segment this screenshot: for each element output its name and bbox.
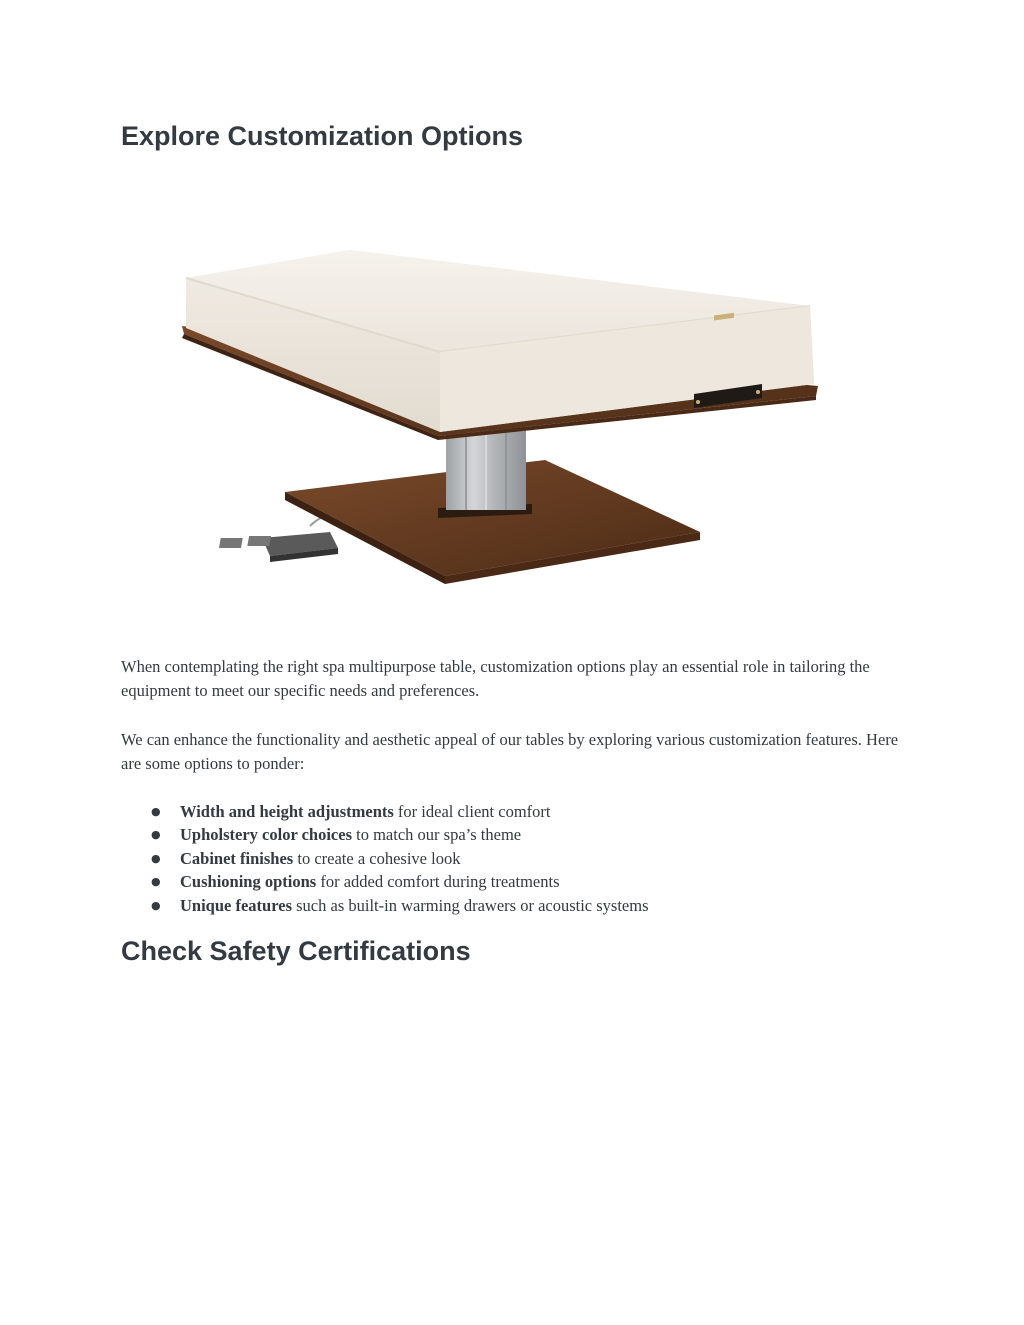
list-item-bold: Cushioning options <box>180 872 317 892</box>
list-item <box>121 847 901 870</box>
list-item <box>121 823 901 846</box>
list-item-text: to create a cohesive look <box>293 848 461 868</box>
bullet-icon: ● <box>151 875 161 889</box>
section-heading-safety: Check Safety Certifications <box>121 936 471 966</box>
list-item-text: for ideal client comfort <box>393 802 551 821</box>
intro-paragraph: When contemplating the right spa multipurpose table, customization options play an essential role in tailoring the equipment to meet our specific needs and preferences. <box>121 657 870 700</box>
list-item-text: to match our spa’s theme <box>352 825 522 845</box>
list-item-text: such as built-in warming drawers or acoustic systems <box>292 895 649 915</box>
bullet-icon: ● <box>151 828 161 842</box>
list-item-text: for added comfort during treatments <box>316 872 560 892</box>
foot-pedal-icon <box>219 532 338 562</box>
bullet-icon: ● <box>151 851 161 865</box>
customization-options-list <box>121 800 901 917</box>
options-paragraph: We can enhance the functionality and aesthetic appeal of our tables by exploring various customization features. Here are some options to ponder: <box>121 730 899 773</box>
bullet-icon: ● <box>151 805 161 818</box>
list-item <box>121 894 901 917</box>
list-item-bold: Cabinet finishes <box>180 848 294 868</box>
section-heading-customization: Explore Customization Options <box>121 121 524 151</box>
spa-table-image <box>170 236 850 616</box>
list-item-bold: Upholstery color choices <box>180 825 353 845</box>
list-item-bold: Width and height adjustments <box>180 802 394 821</box>
list-item-bold: Unique features <box>180 895 292 915</box>
list-item <box>121 870 901 893</box>
bullet-icon: ● <box>151 898 161 912</box>
list-item <box>121 800 901 823</box>
